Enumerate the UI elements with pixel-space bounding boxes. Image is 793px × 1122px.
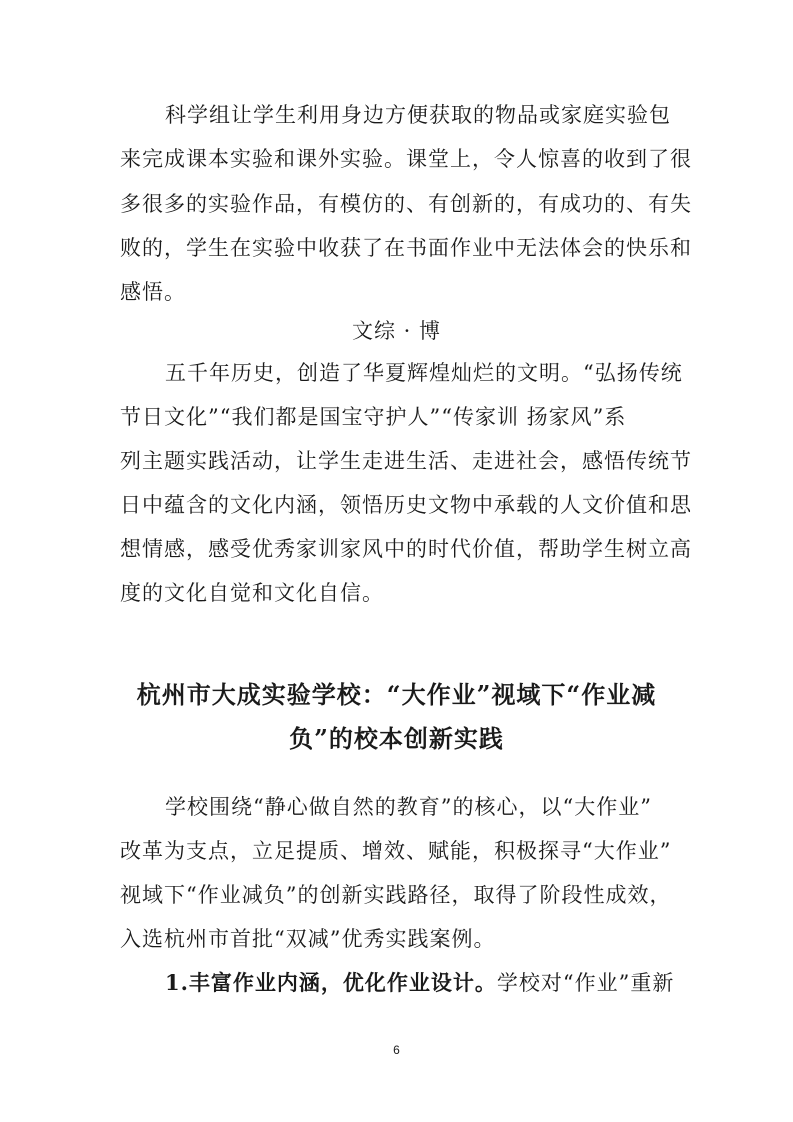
- paragraph-line: 改革为支点，立足提质、增效、赋能，积极探寻“大作业”: [120, 839, 672, 863]
- paragraph-line: 学校围绕“静心做自然的教育”的核心，以“大作业”: [165, 795, 652, 819]
- paragraph-line: 感悟。: [120, 280, 186, 304]
- paragraph-line: 日中蕴含的文化内涵，领悟历史文物中承载的人文价值和思: [120, 493, 692, 517]
- point-1-line: [165, 968, 674, 998]
- paragraph-line: 想情感，感受优秀家训家风中的时代价值，帮助学生树立高: [120, 537, 692, 561]
- paragraph-line: 败的，学生在实验中收获了在书面作业中无法体会的快乐和: [120, 236, 692, 260]
- paragraph-line: 五千年历史，创造了华夏辉煌灿烂的文明。“弘扬传统: [165, 361, 683, 385]
- point-1-text: 学校对“作业”重新: [496, 971, 675, 995]
- paragraph-line: 多很多的实验作品，有模仿的、有创新的，有成功的、有失: [120, 192, 692, 216]
- page-number: 6: [393, 1043, 400, 1057]
- paragraph-line: 视域下“作业减负”的创新实践路径，取得了阶段性成效，: [120, 883, 672, 907]
- paragraph-line: 科学组让学生利用身边方便获取的物品或家庭实验包: [165, 103, 671, 127]
- article-title-line-2: 负”的校本创新实践: [289, 724, 504, 753]
- article-title-line-1: 杭州市大成实验学校：“大作业”视域下“作业减: [136, 680, 657, 709]
- point-1-heading: 1.丰富作业内涵，优化作业设计。: [165, 970, 497, 995]
- paragraph-line: 度的文化自觉和文化自信。: [120, 581, 384, 605]
- paragraph-line: 入选杭州市首批“双减”优秀实践案例。: [120, 927, 496, 951]
- paragraph-line: 列主题实践活动，让学生走进生活、走进社会，感悟传统节: [120, 449, 692, 473]
- paragraph-line: 来完成课本实验和课外实验。课堂上，令人惊喜的收到了很: [120, 147, 692, 171]
- paragraph-line: 节日文化”“我们都是国宝守护人”“传家训 扬家风”系: [120, 405, 627, 429]
- section-heading: 文综 · 博: [351, 319, 442, 343]
